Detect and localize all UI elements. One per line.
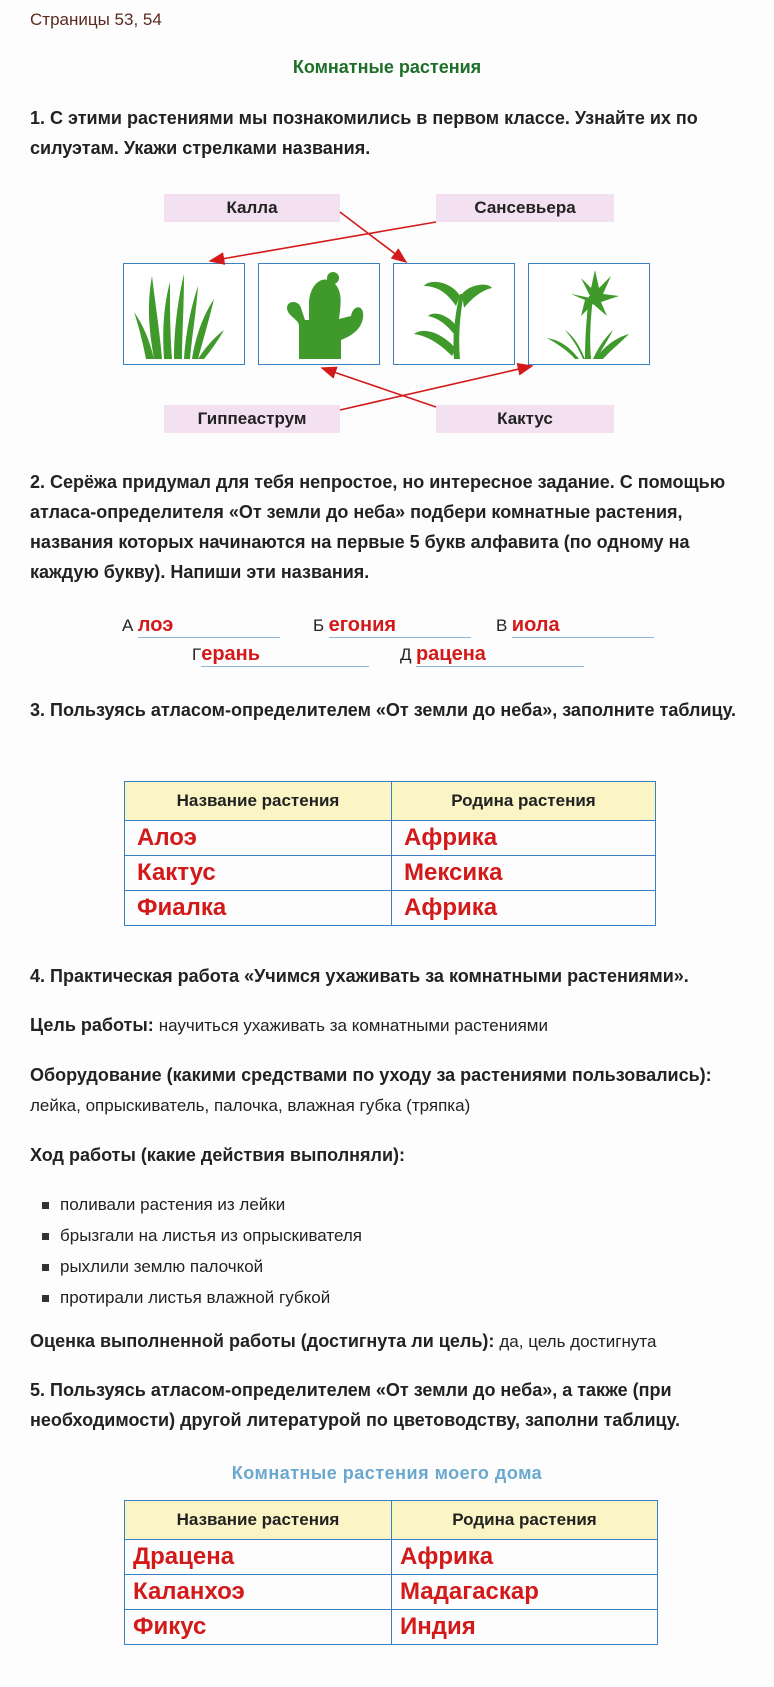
answer-b — [313, 614, 471, 638]
evaluation-value: да, цель достигнута — [499, 1332, 657, 1351]
cell-homeland: Африка — [392, 1540, 658, 1575]
page-numbers: Страницы 53, 54 — [30, 10, 162, 29]
goal-label: Цель работы: — [30, 1015, 154, 1035]
table-header-row — [125, 782, 656, 821]
answer-v-rest: иола — [511, 614, 560, 636]
answer-g — [192, 643, 369, 667]
table-row — [125, 821, 656, 856]
cell-plant: Кактус — [125, 856, 392, 891]
cell-homeland: Африка — [392, 821, 656, 856]
task4-equipment — [30, 1060, 746, 1121]
equipment-label: Оборудование (какими средствами по уходу за растениями пользовались): — [30, 1065, 712, 1085]
cell-homeland: Мадагаскар — [392, 1575, 658, 1610]
cell-homeland: Мексика — [392, 856, 656, 891]
cell-plant: Драцена — [125, 1540, 392, 1575]
list-item: поливали растения из лейки — [32, 1189, 732, 1220]
header-plant-homeland: Родина растения — [392, 1501, 658, 1540]
cell-homeland: Индия — [392, 1610, 658, 1645]
label-hippeastrum: Гиппеаструм — [164, 405, 340, 433]
task1-text: 1. С этими растениями мы познакомились в первом классе. Узнайте их по силуэтам. Укажи стрелками названия. — [30, 108, 698, 158]
header-plant-name: Название растения — [125, 782, 392, 821]
letter-v: В — [496, 616, 508, 635]
arrow-sansevieria — [210, 222, 436, 261]
cell-homeland: Африка — [392, 891, 656, 926]
answer-d-rest: рацена — [415, 643, 486, 665]
steps-label: Ход работы (какие действия выполняли): — [30, 1145, 406, 1165]
equipment-value: лейка, опрыскиватель, палочка, влажная губка (тряпка) — [30, 1096, 471, 1115]
task3-table — [124, 781, 656, 926]
letter-a: А — [122, 616, 134, 635]
answer-b-rest: егония — [328, 614, 397, 636]
task5-subtitle: Комнатные растения моего дома — [231, 1463, 543, 1483]
table-row — [125, 891, 656, 926]
cell-plant: Алоэ — [125, 821, 392, 856]
task5-table — [124, 1500, 658, 1645]
arrow-hippeastrum — [340, 366, 532, 410]
steps-list — [32, 1189, 732, 1313]
matching-arrows — [0, 0, 774, 460]
table-row — [125, 1575, 658, 1610]
evaluation-label: Оценка выполненной работы (достигнута ли цель): — [30, 1331, 495, 1351]
label-calla: Калла — [164, 194, 340, 222]
list-item: брызгали на листья из опрыскивателя — [32, 1220, 732, 1251]
goal-value: научиться ухаживать за комнатными растениями — [158, 1016, 548, 1035]
answer-a-rest: лоэ — [137, 614, 174, 636]
task2-text: 2. Серёжа придумал для тебя непростое, но интересное задание. С помощью атласа-определителя «От земли до неба» подбери комнатные растения, названия которых начинаются на первые 5 букв алфавита (по одному на каждую букву). Напиши эти названия. — [30, 472, 726, 582]
table-row — [125, 1540, 658, 1575]
answer-a — [122, 614, 280, 638]
label-sansevieria: Сансевьера — [436, 194, 614, 222]
task5-text: 5. Пользуясь атласом-определителем «От земли до неба», а также (при необходимости) другой литературой по цветоводству, заполни таблицу. — [30, 1380, 681, 1430]
cell-plant: Каланхоэ — [125, 1575, 392, 1610]
task4-title: 4. Практическая работа «Учимся ухаживать за комнатными растениями». — [30, 966, 689, 986]
cell-plant: Фикус — [125, 1610, 392, 1645]
list-item: протирали листья влажной губкой — [32, 1282, 732, 1313]
task4-evaluation — [30, 1326, 746, 1357]
page-title: Комнатные растения — [292, 57, 482, 77]
answer-g-rest: ерань — [201, 643, 261, 665]
label-cactus: Кактус — [436, 405, 614, 433]
task3-text: 3. Пользуясь атласом-определителем «От земли до неба», заполните таблицу. — [30, 700, 737, 720]
header-plant-name: Название растения — [125, 1501, 392, 1540]
answer-d — [400, 643, 584, 667]
letter-g: Г — [192, 645, 202, 664]
header-plant-homeland: Родина растения — [392, 782, 656, 821]
list-item: рыхлили землю палочкой — [32, 1251, 732, 1282]
task4-goal — [30, 1010, 746, 1041]
letter-d: Д — [400, 645, 412, 664]
table-row — [125, 856, 656, 891]
letter-b: Б — [313, 616, 325, 635]
answer-v — [496, 614, 654, 638]
table-header-row — [125, 1501, 658, 1540]
table-row — [125, 1610, 658, 1645]
cell-plant: Фиалка — [125, 891, 392, 926]
